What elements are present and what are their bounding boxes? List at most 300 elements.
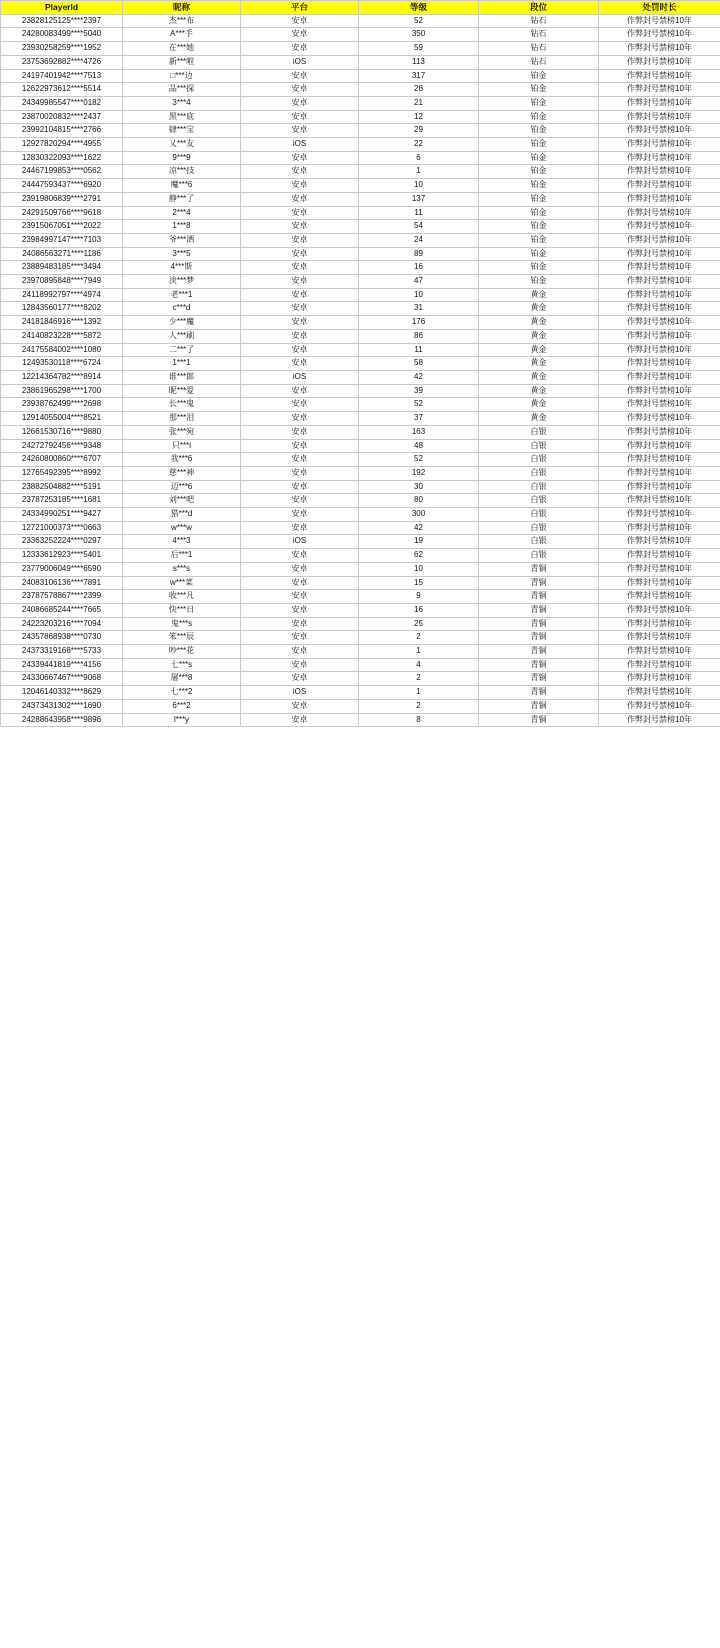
penalty-cell: 作弊封号禁榜10年 [599, 206, 720, 220]
table-row [1, 576, 720, 590]
table-row [1, 658, 720, 672]
nickname-cell: 在***她 [123, 42, 241, 56]
nickname-cell: 3***5 [123, 247, 241, 261]
table-row [1, 453, 720, 467]
penalty-cell: 作弊封号禁榜10年 [599, 425, 720, 439]
nickname-cell: 魔***6 [123, 179, 241, 193]
platform-cell: 安卓 [241, 316, 359, 330]
player-id-cell: 24223203216****7094 [1, 617, 123, 631]
nickname-cell: 新***啦 [123, 55, 241, 69]
table-row [1, 343, 720, 357]
penalty-cell: 作弊封号禁榜10年 [599, 316, 720, 330]
player-id-cell: 12914055004****8521 [1, 412, 123, 426]
player-id-cell: 24140823228****5872 [1, 329, 123, 343]
penalty-cell: 作弊封号禁榜10年 [599, 699, 720, 713]
nickname-cell: 静***了 [123, 192, 241, 206]
level-cell: 16 [359, 603, 479, 617]
platform-cell: 安卓 [241, 151, 359, 165]
table-row [1, 466, 720, 480]
level-cell: 31 [359, 302, 479, 316]
table-row [1, 521, 720, 535]
platform-cell: 安卓 [241, 398, 359, 412]
rank-cell: 铂金 [479, 110, 599, 124]
rank-cell: 铂金 [479, 220, 599, 234]
level-cell: 52 [359, 398, 479, 412]
nickname-cell: 爷***洒 [123, 233, 241, 247]
nickname-cell: 凉***技 [123, 165, 241, 179]
rank-cell: 黄金 [479, 343, 599, 357]
table-row [1, 699, 720, 713]
penalty-cell: 作弊封号禁榜10年 [599, 233, 720, 247]
penalty-cell: 作弊封号禁榜10年 [599, 275, 720, 289]
rank-cell: 青铜 [479, 658, 599, 672]
penalty-cell: 作弊封号禁榜10年 [599, 439, 720, 453]
penalty-cell: 作弊封号禁榜10年 [599, 220, 720, 234]
platform-cell: 安卓 [241, 603, 359, 617]
nickname-cell: 老***1 [123, 288, 241, 302]
rank-cell: 黄金 [479, 302, 599, 316]
table-row [1, 83, 720, 97]
player-id-cell: 12927820294****4955 [1, 138, 123, 152]
player-id-cell: 24373319168****5733 [1, 645, 123, 659]
platform-cell: 安卓 [241, 247, 359, 261]
nickname-cell: □***边 [123, 69, 241, 83]
platform-cell: 安卓 [241, 562, 359, 576]
platform-cell: 安卓 [241, 28, 359, 42]
table-row [1, 398, 720, 412]
platform-cell: 安卓 [241, 425, 359, 439]
ban-list-table [0, 0, 720, 727]
player-id-cell: 23992104815****2766 [1, 124, 123, 138]
level-cell: 86 [359, 329, 479, 343]
level-cell: 29 [359, 124, 479, 138]
penalty-cell: 作弊封号禁榜10年 [599, 55, 720, 69]
level-cell: 1 [359, 645, 479, 659]
rank-cell: 白银 [479, 466, 599, 480]
level-cell: 54 [359, 220, 479, 234]
rank-cell: 青铜 [479, 699, 599, 713]
platform-cell: 安卓 [241, 466, 359, 480]
table-row [1, 535, 720, 549]
level-cell: 2 [359, 631, 479, 645]
table-row [1, 631, 720, 645]
level-cell: 6 [359, 151, 479, 165]
platform-cell: 安卓 [241, 713, 359, 727]
platform-cell: 安卓 [241, 508, 359, 522]
level-cell: 4 [359, 658, 479, 672]
penalty-cell: 作弊封号禁榜10年 [599, 453, 720, 467]
platform-cell: 安卓 [241, 302, 359, 316]
nickname-cell: 黑***底 [123, 110, 241, 124]
penalty-cell: 作弊封号禁榜10年 [599, 165, 720, 179]
nickname-cell: s***s [123, 562, 241, 576]
platform-cell: iOS [241, 370, 359, 384]
player-id-cell: 24330667467****9068 [1, 672, 123, 686]
nickname-cell: 3***4 [123, 96, 241, 110]
level-cell: 58 [359, 357, 479, 371]
nickname-cell: 4***3 [123, 535, 241, 549]
table-row [1, 603, 720, 617]
nickname-cell: 猎***d [123, 508, 241, 522]
table-row [1, 384, 720, 398]
platform-cell: 安卓 [241, 453, 359, 467]
level-cell: 28 [359, 83, 479, 97]
player-id-cell: 23870020832****2437 [1, 110, 123, 124]
table-row [1, 713, 720, 727]
rank-cell: 钻石 [479, 28, 599, 42]
level-cell: 11 [359, 343, 479, 357]
player-id-cell: 24288643958****9896 [1, 713, 123, 727]
nickname-cell: 1***8 [123, 220, 241, 234]
rank-cell: 黄金 [479, 316, 599, 330]
table-row [1, 439, 720, 453]
nickname-cell: 长***鬼 [123, 398, 241, 412]
rank-cell: 钻石 [479, 55, 599, 69]
table-row [1, 124, 720, 138]
player-id-cell: 12333612923****5401 [1, 549, 123, 563]
rank-cell: 白银 [479, 549, 599, 563]
rank-cell: 铂金 [479, 124, 599, 138]
penalty-cell: 作弊封号禁榜10年 [599, 124, 720, 138]
rank-cell: 铂金 [479, 179, 599, 193]
platform-cell: 安卓 [241, 699, 359, 713]
platform-cell: 安卓 [241, 124, 359, 138]
player-id-cell: 23861965298****1700 [1, 384, 123, 398]
player-id-cell: 23753692882****4726 [1, 55, 123, 69]
platform-cell: 安卓 [241, 275, 359, 289]
table-row [1, 590, 720, 604]
penalty-cell: 作弊封号禁榜10年 [599, 247, 720, 261]
player-id-cell: 23889483185****3494 [1, 261, 123, 275]
player-id-cell: 23882504882****5191 [1, 480, 123, 494]
rank-cell: 钻石 [479, 14, 599, 28]
level-cell: 42 [359, 370, 479, 384]
nickname-cell: 收***凡 [123, 590, 241, 604]
rank-cell: 钻石 [479, 42, 599, 56]
penalty-cell: 作弊封号禁榜10年 [599, 288, 720, 302]
level-cell: 22 [359, 138, 479, 152]
nickname-cell: 张***宛 [123, 425, 241, 439]
nickname-cell: 只***i [123, 439, 241, 453]
table-row [1, 617, 720, 631]
nickname-cell: 谁***郎 [123, 370, 241, 384]
player-id-cell: 23915067051****2022 [1, 220, 123, 234]
penalty-cell: 作弊封号禁榜10年 [599, 384, 720, 398]
player-id-cell: 23970895848****7949 [1, 275, 123, 289]
penalty-cell: 作弊封号禁榜10年 [599, 480, 720, 494]
nickname-cell: 少***魔 [123, 316, 241, 330]
header-nickname: 昵称 [123, 1, 241, 15]
table-row [1, 672, 720, 686]
platform-cell: 安卓 [241, 192, 359, 206]
player-id-cell: 24447593437****6920 [1, 179, 123, 193]
penalty-cell: 作弊封号禁榜10年 [599, 69, 720, 83]
nickname-cell: 9***9 [123, 151, 241, 165]
rank-cell: 青铜 [479, 631, 599, 645]
player-id-cell: 12843560177****8202 [1, 302, 123, 316]
nickname-cell: 淡***梦 [123, 275, 241, 289]
level-cell: 176 [359, 316, 479, 330]
rank-cell: 白银 [479, 480, 599, 494]
penalty-cell: 作弊封号禁榜10年 [599, 83, 720, 97]
level-cell: 52 [359, 453, 479, 467]
nickname-cell: 二***了 [123, 343, 241, 357]
nickname-cell: 笨***辰 [123, 631, 241, 645]
penalty-cell: 作弊封号禁榜10年 [599, 329, 720, 343]
rank-cell: 青铜 [479, 713, 599, 727]
level-cell: 15 [359, 576, 479, 590]
header-row [1, 1, 720, 15]
player-id-cell: 24118992797****4974 [1, 288, 123, 302]
player-id-cell: 24083106136****7891 [1, 576, 123, 590]
table-row [1, 425, 720, 439]
penalty-cell: 作弊封号禁榜10年 [599, 96, 720, 110]
penalty-cell: 作弊封号禁榜10年 [599, 42, 720, 56]
rank-cell: 黄金 [479, 329, 599, 343]
table-row [1, 55, 720, 69]
platform-cell: 安卓 [241, 96, 359, 110]
player-id-cell: 12765492395****8992 [1, 466, 123, 480]
level-cell: 10 [359, 179, 479, 193]
nickname-cell: 刘***吧 [123, 494, 241, 508]
nickname-cell: 慈***神 [123, 466, 241, 480]
level-cell: 163 [359, 425, 479, 439]
rank-cell: 青铜 [479, 562, 599, 576]
level-cell: 19 [359, 535, 479, 549]
penalty-cell: 作弊封号禁榜10年 [599, 590, 720, 604]
level-cell: 10 [359, 288, 479, 302]
platform-cell: 安卓 [241, 645, 359, 659]
table-row [1, 562, 720, 576]
level-cell: 30 [359, 480, 479, 494]
player-id-cell: 24197401942****7513 [1, 69, 123, 83]
nickname-cell: 吵***花 [123, 645, 241, 659]
table-row [1, 480, 720, 494]
player-id-cell: 23828125125****2397 [1, 14, 123, 28]
table-row [1, 151, 720, 165]
nickname-cell: 6***2 [123, 699, 241, 713]
platform-cell: 安卓 [241, 179, 359, 193]
rank-cell: 铂金 [479, 165, 599, 179]
penalty-cell: 作弊封号禁榜10年 [599, 138, 720, 152]
level-cell: 42 [359, 521, 479, 535]
player-id-cell: 24175584002****1080 [1, 343, 123, 357]
player-id-cell: 24291509766****9618 [1, 206, 123, 220]
player-id-cell: 24086685244****7665 [1, 603, 123, 617]
nickname-cell: 昵***爱 [123, 384, 241, 398]
penalty-cell: 作弊封号禁榜10年 [599, 110, 720, 124]
rank-cell: 铂金 [479, 206, 599, 220]
player-id-cell: 12830322093****1622 [1, 151, 123, 165]
table-row [1, 192, 720, 206]
level-cell: 10 [359, 562, 479, 576]
player-id-cell: 23938762499****2698 [1, 398, 123, 412]
nickname-cell: 那***泪 [123, 412, 241, 426]
penalty-cell: 作弊封号禁榜10年 [599, 603, 720, 617]
level-cell: 12 [359, 110, 479, 124]
platform-cell: 安卓 [241, 549, 359, 563]
nickname-cell: 屠***8 [123, 672, 241, 686]
platform-cell: 安卓 [241, 343, 359, 357]
nickname-cell: c***d [123, 302, 241, 316]
nickname-cell: w***w [123, 521, 241, 535]
table-row [1, 508, 720, 522]
level-cell: 52 [359, 14, 479, 28]
table-row [1, 220, 720, 234]
platform-cell: 安卓 [241, 384, 359, 398]
nickname-cell: 杰***布 [123, 14, 241, 28]
table-row [1, 138, 720, 152]
penalty-cell: 作弊封号禁榜10年 [599, 302, 720, 316]
platform-cell: 安卓 [241, 412, 359, 426]
player-id-cell: 24181846916****1392 [1, 316, 123, 330]
player-id-cell: 24086563271****1186 [1, 247, 123, 261]
level-cell: 113 [359, 55, 479, 69]
nickname-cell: 迈***6 [123, 480, 241, 494]
rank-cell: 黄金 [479, 370, 599, 384]
rank-cell: 白银 [479, 521, 599, 535]
level-cell: 25 [359, 617, 479, 631]
table-row [1, 233, 720, 247]
platform-cell: 安卓 [241, 590, 359, 604]
player-id-cell: 23787578867****2399 [1, 590, 123, 604]
penalty-cell: 作弊封号禁榜10年 [599, 179, 720, 193]
platform-cell: iOS [241, 138, 359, 152]
player-id-cell: 23779006049****6590 [1, 562, 123, 576]
player-id-cell: 12046140332****8629 [1, 686, 123, 700]
platform-cell: 安卓 [241, 672, 359, 686]
platform-cell: 安卓 [241, 14, 359, 28]
nickname-cell: 品***探 [123, 83, 241, 97]
platform-cell: 安卓 [241, 439, 359, 453]
level-cell: 2 [359, 672, 479, 686]
level-cell: 80 [359, 494, 479, 508]
platform-cell: 安卓 [241, 261, 359, 275]
penalty-cell: 作弊封号禁榜10年 [599, 645, 720, 659]
nickname-cell: l***y [123, 713, 241, 727]
level-cell: 37 [359, 412, 479, 426]
platform-cell: 安卓 [241, 233, 359, 247]
level-cell: 9 [359, 590, 479, 604]
level-cell: 59 [359, 42, 479, 56]
rank-cell: 白银 [479, 535, 599, 549]
platform-cell: 安卓 [241, 69, 359, 83]
platform-cell: 安卓 [241, 576, 359, 590]
table-row [1, 110, 720, 124]
player-id-cell: 12214364782****8914 [1, 370, 123, 384]
player-id-cell: 23363252224****0297 [1, 535, 123, 549]
penalty-cell: 作弊封号禁榜10年 [599, 343, 720, 357]
rank-cell: 黄金 [479, 398, 599, 412]
table-row [1, 206, 720, 220]
level-cell: 39 [359, 384, 479, 398]
rank-cell: 铂金 [479, 151, 599, 165]
penalty-cell: 作弊封号禁榜10年 [599, 261, 720, 275]
penalty-cell: 作弊封号禁榜10年 [599, 617, 720, 631]
level-cell: 350 [359, 28, 479, 42]
nickname-cell: 4***斯 [123, 261, 241, 275]
level-cell: 8 [359, 713, 479, 727]
rank-cell: 青铜 [479, 645, 599, 659]
rank-cell: 青铜 [479, 603, 599, 617]
penalty-cell: 作弊封号禁榜10年 [599, 535, 720, 549]
player-id-cell: 23930258259****1952 [1, 42, 123, 56]
nickname-cell: 后***1 [123, 549, 241, 563]
platform-cell: 安卓 [241, 357, 359, 371]
rank-cell: 铂金 [479, 233, 599, 247]
rank-cell: 白银 [479, 439, 599, 453]
penalty-cell: 作弊封号禁榜10年 [599, 28, 720, 42]
level-cell: 1 [359, 686, 479, 700]
rank-cell: 黄金 [479, 384, 599, 398]
player-id-cell: 12622973612****5514 [1, 83, 123, 97]
penalty-cell: 作弊封号禁榜10年 [599, 14, 720, 28]
level-cell: 2 [359, 699, 479, 713]
table-row [1, 549, 720, 563]
penalty-cell: 作弊封号禁榜10年 [599, 357, 720, 371]
player-id-cell: 24334990251****9427 [1, 508, 123, 522]
nickname-cell: 肄***宝 [123, 124, 241, 138]
nickname-cell: 鬼***s [123, 617, 241, 631]
rank-cell: 铂金 [479, 275, 599, 289]
table-row [1, 96, 720, 110]
penalty-cell: 作弊封号禁榜10年 [599, 192, 720, 206]
platform-cell: 安卓 [241, 521, 359, 535]
penalty-cell: 作弊封号禁榜10年 [599, 521, 720, 535]
header-penalty: 处罚时长 [599, 1, 720, 15]
table-row [1, 42, 720, 56]
level-cell: 1 [359, 165, 479, 179]
platform-cell: 安卓 [241, 288, 359, 302]
player-id-cell: 23919806839****2791 [1, 192, 123, 206]
header-level: 等级 [359, 1, 479, 15]
penalty-cell: 作弊封号禁榜10年 [599, 576, 720, 590]
player-id-cell: 23787253185****1681 [1, 494, 123, 508]
level-cell: 192 [359, 466, 479, 480]
level-cell: 16 [359, 261, 479, 275]
level-cell: 62 [359, 549, 479, 563]
platform-cell: iOS [241, 55, 359, 69]
nickname-cell: 我***6 [123, 453, 241, 467]
rank-cell: 白银 [479, 494, 599, 508]
player-id-cell: 23984997147****7103 [1, 233, 123, 247]
platform-cell: 安卓 [241, 617, 359, 631]
nickname-cell: 人***刷 [123, 329, 241, 343]
table-row [1, 494, 720, 508]
rank-cell: 黄金 [479, 288, 599, 302]
rank-cell: 铂金 [479, 83, 599, 97]
table-row [1, 14, 720, 28]
penalty-cell: 作弊封号禁榜10年 [599, 466, 720, 480]
level-cell: 137 [359, 192, 479, 206]
player-id-cell: 24357868938****0730 [1, 631, 123, 645]
rank-cell: 铂金 [479, 138, 599, 152]
rank-cell: 铂金 [479, 192, 599, 206]
level-cell: 24 [359, 233, 479, 247]
player-id-cell: 24260800860****6707 [1, 453, 123, 467]
table-row [1, 261, 720, 275]
penalty-cell: 作弊封号禁榜10年 [599, 672, 720, 686]
penalty-cell: 作弊封号禁榜10年 [599, 398, 720, 412]
penalty-cell: 作弊封号禁榜10年 [599, 508, 720, 522]
player-id-cell: 24339441819****4156 [1, 658, 123, 672]
player-id-cell: 12721000373****0663 [1, 521, 123, 535]
penalty-cell: 作弊封号禁榜10年 [599, 494, 720, 508]
platform-cell: 安卓 [241, 220, 359, 234]
table-row [1, 288, 720, 302]
table-row [1, 357, 720, 371]
penalty-cell: 作弊封号禁榜10年 [599, 151, 720, 165]
